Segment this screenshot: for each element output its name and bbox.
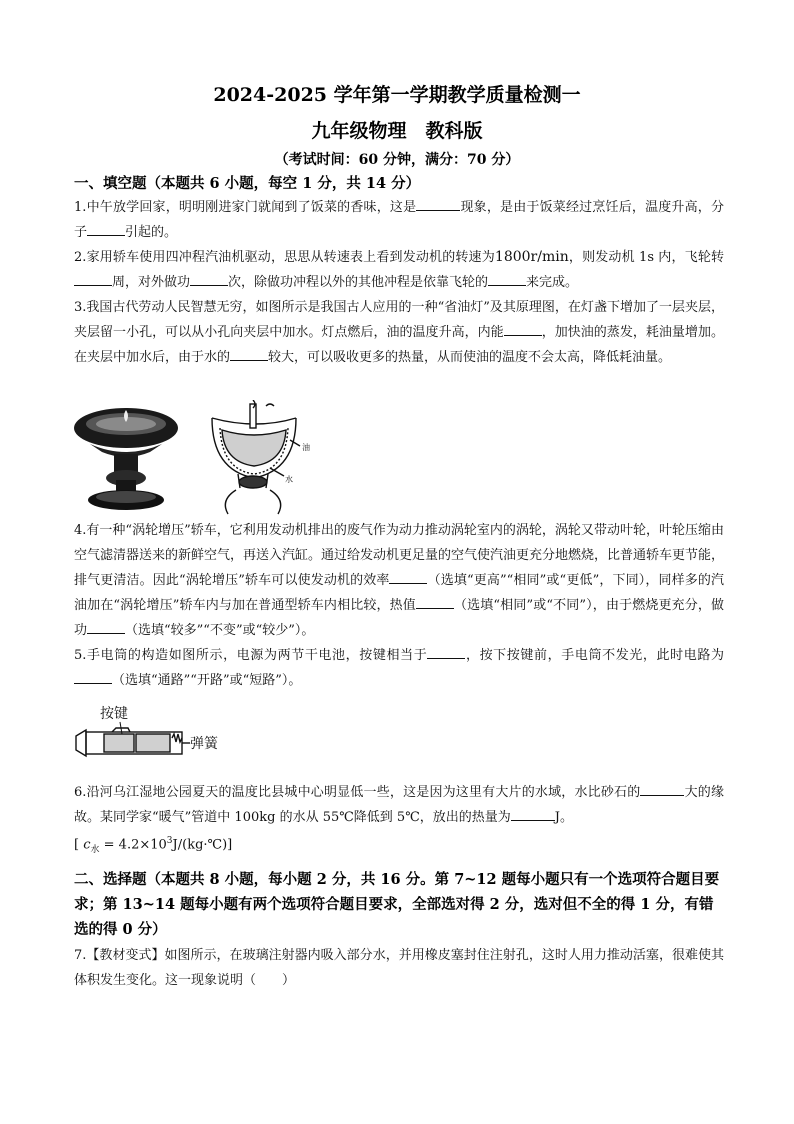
formula-sub: 水 <box>90 844 100 855</box>
section2-heading: 二、选择题（本题共 8 小题，每小题 2 分，共 16 分。第 7~12 题每小题只有一个选项符合题目要求；第 13~14 题每小题有两个选项符合题目要求，全部选对得 2 分，选对但不全的得 1 分，有错选的得 0 分） <box>74 871 720 938</box>
q3-text-3: 较大，可以吸收更多的热量，从而使油的温度不会太高，降低耗油量。 <box>268 350 672 365</box>
formula-open: [ <box>74 837 80 853</box>
question-5 <box>74 643 724 693</box>
q7-tag: 7.【教材变式】 <box>74 948 165 963</box>
oil-lamp-diagram <box>212 400 300 514</box>
formula-exp: 3 <box>166 836 173 846</box>
exam-subtitle: 九年级物理 教科版 <box>311 120 483 142</box>
question-6 <box>74 780 724 830</box>
q5-blank-2[interactable] <box>74 669 112 684</box>
question-3 <box>74 295 724 370</box>
diagram-label-water: 水 <box>285 475 293 484</box>
q5-text-2: ，按下按键前，手电筒不发光，此时电路为 <box>465 648 724 663</box>
flashlight-figure <box>72 700 252 764</box>
question-2 <box>74 245 724 295</box>
q3-text-2: ，加快油的蒸发，耗油量增加。在夹层中加水后，由于水的 <box>74 325 724 365</box>
q5-blank-1[interactable] <box>427 644 465 659</box>
q2-text-3: 周，对外做功 <box>112 275 191 290</box>
formula-c: c <box>83 837 91 853</box>
q1-text-1: 1.中午放学回家，明明刚进家门就闻到了饭菜的香味，这是 <box>74 200 417 215</box>
q4-blank-2[interactable] <box>416 594 454 609</box>
q6-text-2: 大的缘故。某同学家“暖气”管道中 100kg 的水从 55℃降低到 5℃，放出的热量为 <box>74 785 724 825</box>
q2-speed: 1800r/min <box>494 249 569 265</box>
q5-text-1: 5.手电筒的构造如图所示，电源为两节干电池，按键相当于 <box>74 648 428 663</box>
q6-text-1: 6.沿河乌江湿地公园夏天的温度比县城中心明显低一些，这是因为这里有大片的水域，水比砂石的 <box>74 785 641 800</box>
q1-blank-2[interactable] <box>87 221 125 236</box>
q3-blank-2[interactable] <box>230 346 268 361</box>
q3-blank-1[interactable] <box>504 321 542 336</box>
exam-info: （考试时间：60 分钟，满分：70 分） <box>274 152 520 168</box>
question-7 <box>74 943 724 993</box>
question-4 <box>74 518 724 643</box>
q2-blank-3[interactable] <box>488 271 526 286</box>
formula-rest: = 4.2×10 <box>99 837 167 853</box>
oil-lamp-figure <box>70 400 340 515</box>
flashlight-body <box>76 728 190 756</box>
formula-unit: J/(kg·℃) <box>172 837 228 853</box>
q2-text-4: 次，除做功冲程以外的其他冲程是依靠飞轮的 <box>228 275 489 290</box>
q4-blank-3[interactable] <box>87 619 125 634</box>
exam-title: 2024-2025 学年第一学期教学质量检测一 <box>213 84 581 106</box>
q1-text-3: 引起的。 <box>125 225 178 240</box>
oil-lamp-photo <box>74 408 178 510</box>
q2-blank-2[interactable] <box>190 271 228 286</box>
section1-heading: 一、填空题（本题共 6 小题，每空 1 分，共 14 分） <box>74 175 421 192</box>
q3-text-1: 3.我国古代劳动人民智慧无穷，如图所示是我国古人应用的一种“省油灯”及其原理图，在灯盏下增加了一层夹层，夹层留一小孔，可以从小孔向夹层中加水。灯点燃后，油的温度升高，内能 <box>74 300 724 340</box>
q1-text-2: 现象，是由于饭菜经过烹饪后，温度升高，分子 <box>74 200 724 240</box>
q5-text-3: （选填“通路”“开路”或“短路”）。 <box>112 673 302 688</box>
q6-blank-1[interactable] <box>640 781 684 796</box>
question-1 <box>74 195 724 245</box>
label-spring: 弹簧 <box>190 736 218 752</box>
q7-text: 如图所示，在玻璃注射器内吸入部分水，并用橡皮塞封住注射孔，这时人用力推动活塞，很难使其体积发生变化。这一现象说明（ ） <box>74 948 724 988</box>
q6-blank-2[interactable] <box>511 806 555 821</box>
label-button: 按键 <box>100 706 128 722</box>
q4-text-4: （选填“较多”“不变”或“较少”）。 <box>125 623 315 638</box>
diagram-label-oil: 油 <box>302 443 310 452</box>
formula-close: ] <box>227 837 233 853</box>
q2-text-1: 2.家用轿车使用四冲程汽油机驱动，思思从转速表上看到发动机的转速为 <box>74 250 495 265</box>
q4-text-2: （选填“更高”“相同”或“更低”，下同），同样多的汽油加在“涡轮增压”轿车内与加在普通型轿车内相比较，热值 <box>74 573 724 613</box>
q2-text-5: 来完成。 <box>526 275 579 290</box>
q6-text-3: J。 <box>554 810 573 825</box>
q4-text-3: （选填“相同”或“不同”），由于燃烧更充分，做功 <box>74 598 724 638</box>
q6-formula <box>74 836 232 855</box>
q1-blank-1[interactable] <box>416 196 460 211</box>
q2-blank-1[interactable] <box>74 271 112 286</box>
q2-text-2: ，则发动机 1s 内，飞轮转 <box>568 250 724 265</box>
q4-text-1: 4.有一种“涡轮增压”轿车，它利用发动机排出的废气作为动力推动涡轮室内的涡轮，涡轮又带动叶轮，叶轮压缩由空气滤清器送来的新鲜空气，再送入汽缸。通过给发动机更足量的空气使汽油更充分地燃烧，比普通轿车更节能，排气更清洁。因此“涡轮增压”轿车可以使发动机的效率 <box>74 523 725 588</box>
q4-blank-1[interactable] <box>389 569 427 584</box>
